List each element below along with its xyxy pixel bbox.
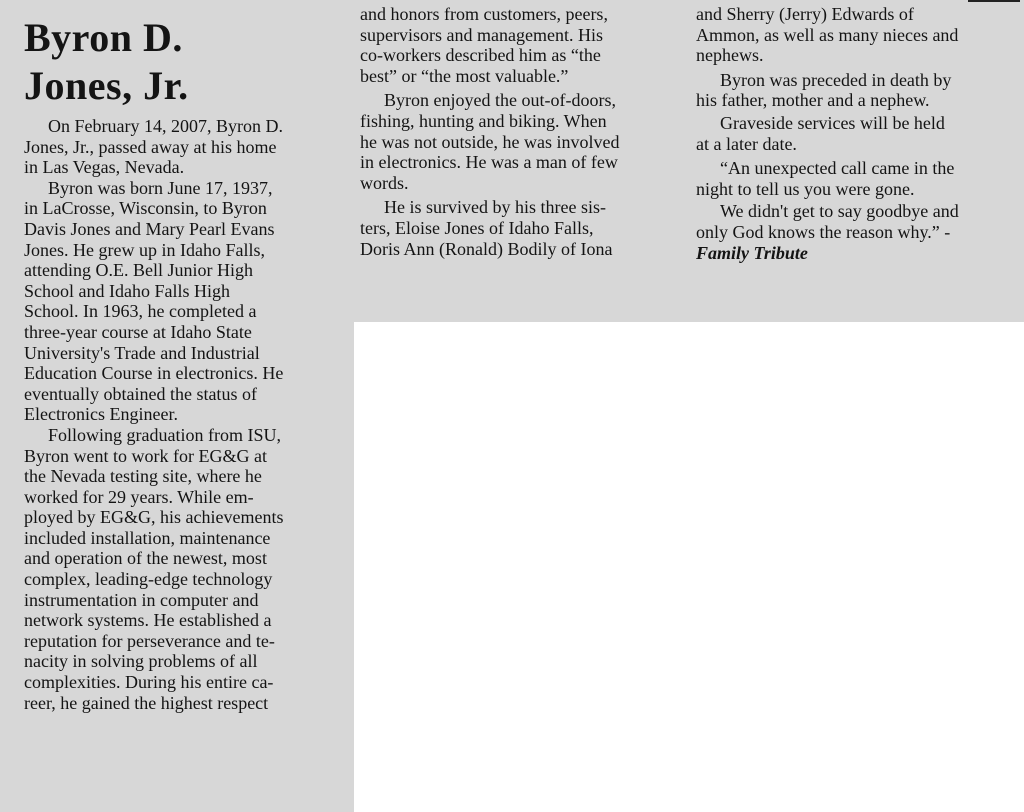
text-line: Byron was preceded in death by bbox=[720, 69, 952, 90]
text-line: Jones. He grew up in Idaho Falls, bbox=[24, 239, 265, 260]
column-3 bbox=[696, 4, 1014, 263]
paragraph bbox=[360, 197, 678, 259]
text-line: attending O.E. Bell Junior High bbox=[24, 260, 253, 281]
text-line: Graveside services will be held bbox=[720, 112, 945, 133]
column-rule bbox=[968, 0, 1020, 2]
text-line: complex, leading-edge technology bbox=[24, 569, 273, 590]
signature: Family Tribute bbox=[696, 242, 808, 263]
text-line: best” or “the most valuable.” bbox=[360, 65, 569, 86]
text-line: instrumentation in computer and bbox=[24, 589, 259, 610]
text-line: his father, mother and a nephew. bbox=[696, 90, 930, 111]
text-line: and operation of the newest, most bbox=[24, 548, 267, 569]
text-line: Ammon, as well as many nieces and bbox=[696, 24, 959, 45]
text-line: Education Course in electronics. He bbox=[24, 363, 284, 384]
text-line: Byron enjoyed the out-of-doors, bbox=[384, 90, 616, 111]
text-line: only God knows the reason why.” - bbox=[696, 221, 951, 242]
text-line: Following graduation from ISU, bbox=[48, 424, 281, 445]
text-line: reer, he gained the highest respect bbox=[24, 692, 269, 713]
text-line: and Sherry (Jerry) Edwards of bbox=[696, 4, 914, 24]
paragraph bbox=[696, 4, 1014, 66]
headline-line: Jones, Jr. bbox=[24, 63, 189, 108]
text-line: co-workers described him as “the bbox=[360, 45, 601, 66]
text-line: in Las Vegas, Nevada. bbox=[24, 157, 185, 178]
paragraph bbox=[696, 201, 1014, 242]
text-line: We didn't get to say goodbye and bbox=[720, 201, 959, 222]
text-line: ters, Eloise Jones of Idaho Falls, bbox=[360, 217, 594, 238]
paragraph bbox=[24, 178, 340, 425]
paragraph bbox=[360, 4, 678, 86]
text-line: at a later date. bbox=[696, 133, 797, 154]
text-line: worked for 29 years. While em- bbox=[24, 486, 254, 507]
text-line: “An unexpected call came in the bbox=[720, 158, 955, 179]
text-line: Doris Ann (Ronald) Bodily of Iona bbox=[360, 238, 613, 259]
text-line: fishing, hunting and biking. When bbox=[360, 110, 607, 131]
text-line: and honors from customers, peers, bbox=[360, 4, 608, 24]
column-1 bbox=[24, 0, 340, 713]
text-line: eventually obtained the status of bbox=[24, 383, 257, 404]
paragraph bbox=[24, 425, 340, 713]
text-line: complexities. During his entire ca- bbox=[24, 672, 274, 693]
text-line: University's Trade and Industrial bbox=[24, 342, 260, 363]
text-line: ployed by EG&G, his achievements bbox=[24, 507, 284, 528]
text-line: He is survived by his three sis- bbox=[384, 197, 606, 218]
column-1-body bbox=[24, 116, 340, 713]
obituary-headline bbox=[24, 14, 340, 110]
text-line: night to tell us you were gone. bbox=[696, 178, 915, 199]
text-line: network systems. He established a bbox=[24, 610, 272, 631]
text-line: Electronics Engineer. bbox=[24, 404, 178, 425]
text-line: included installation, maintenance bbox=[24, 527, 271, 548]
text-line: he was not outside, he was involved bbox=[360, 131, 620, 152]
paragraph bbox=[360, 90, 678, 193]
column-3-body bbox=[696, 4, 1014, 243]
text-line: reputation for perseverance and te- bbox=[24, 630, 275, 651]
text-line: nacity in solving problems of all bbox=[24, 651, 258, 672]
column-2 bbox=[360, 4, 678, 259]
text-line: the Nevada testing site, where he bbox=[24, 466, 262, 487]
text-line: in electronics. He was a man of few bbox=[360, 152, 618, 173]
paragraph bbox=[24, 116, 340, 178]
text-line: supervisors and management. His bbox=[360, 24, 603, 45]
text-line: nephews. bbox=[696, 45, 764, 66]
text-line: three-year course at Idaho State bbox=[24, 321, 252, 342]
paragraph bbox=[696, 158, 1014, 199]
paragraph bbox=[696, 70, 1014, 111]
paragraph bbox=[696, 243, 1014, 264]
text-line: Davis Jones and Mary Pearl Evans bbox=[24, 218, 275, 239]
column-2-body bbox=[360, 4, 678, 259]
text-line: On February 14, 2007, Byron D. bbox=[48, 116, 283, 136]
text-line: Byron was born June 17, 1937, bbox=[48, 177, 273, 198]
paragraph bbox=[696, 113, 1014, 154]
text-line: School and Idaho Falls High bbox=[24, 280, 230, 301]
text-line: Jones, Jr., passed away at his home bbox=[24, 136, 277, 157]
text-line: School. In 1963, he completed a bbox=[24, 301, 257, 322]
headline-line: Byron D. bbox=[24, 15, 183, 60]
text-line: Byron went to work for EG&G at bbox=[24, 445, 267, 466]
text-line: in LaCrosse, Wisconsin, to Byron bbox=[24, 198, 267, 219]
text-line: words. bbox=[360, 172, 409, 193]
